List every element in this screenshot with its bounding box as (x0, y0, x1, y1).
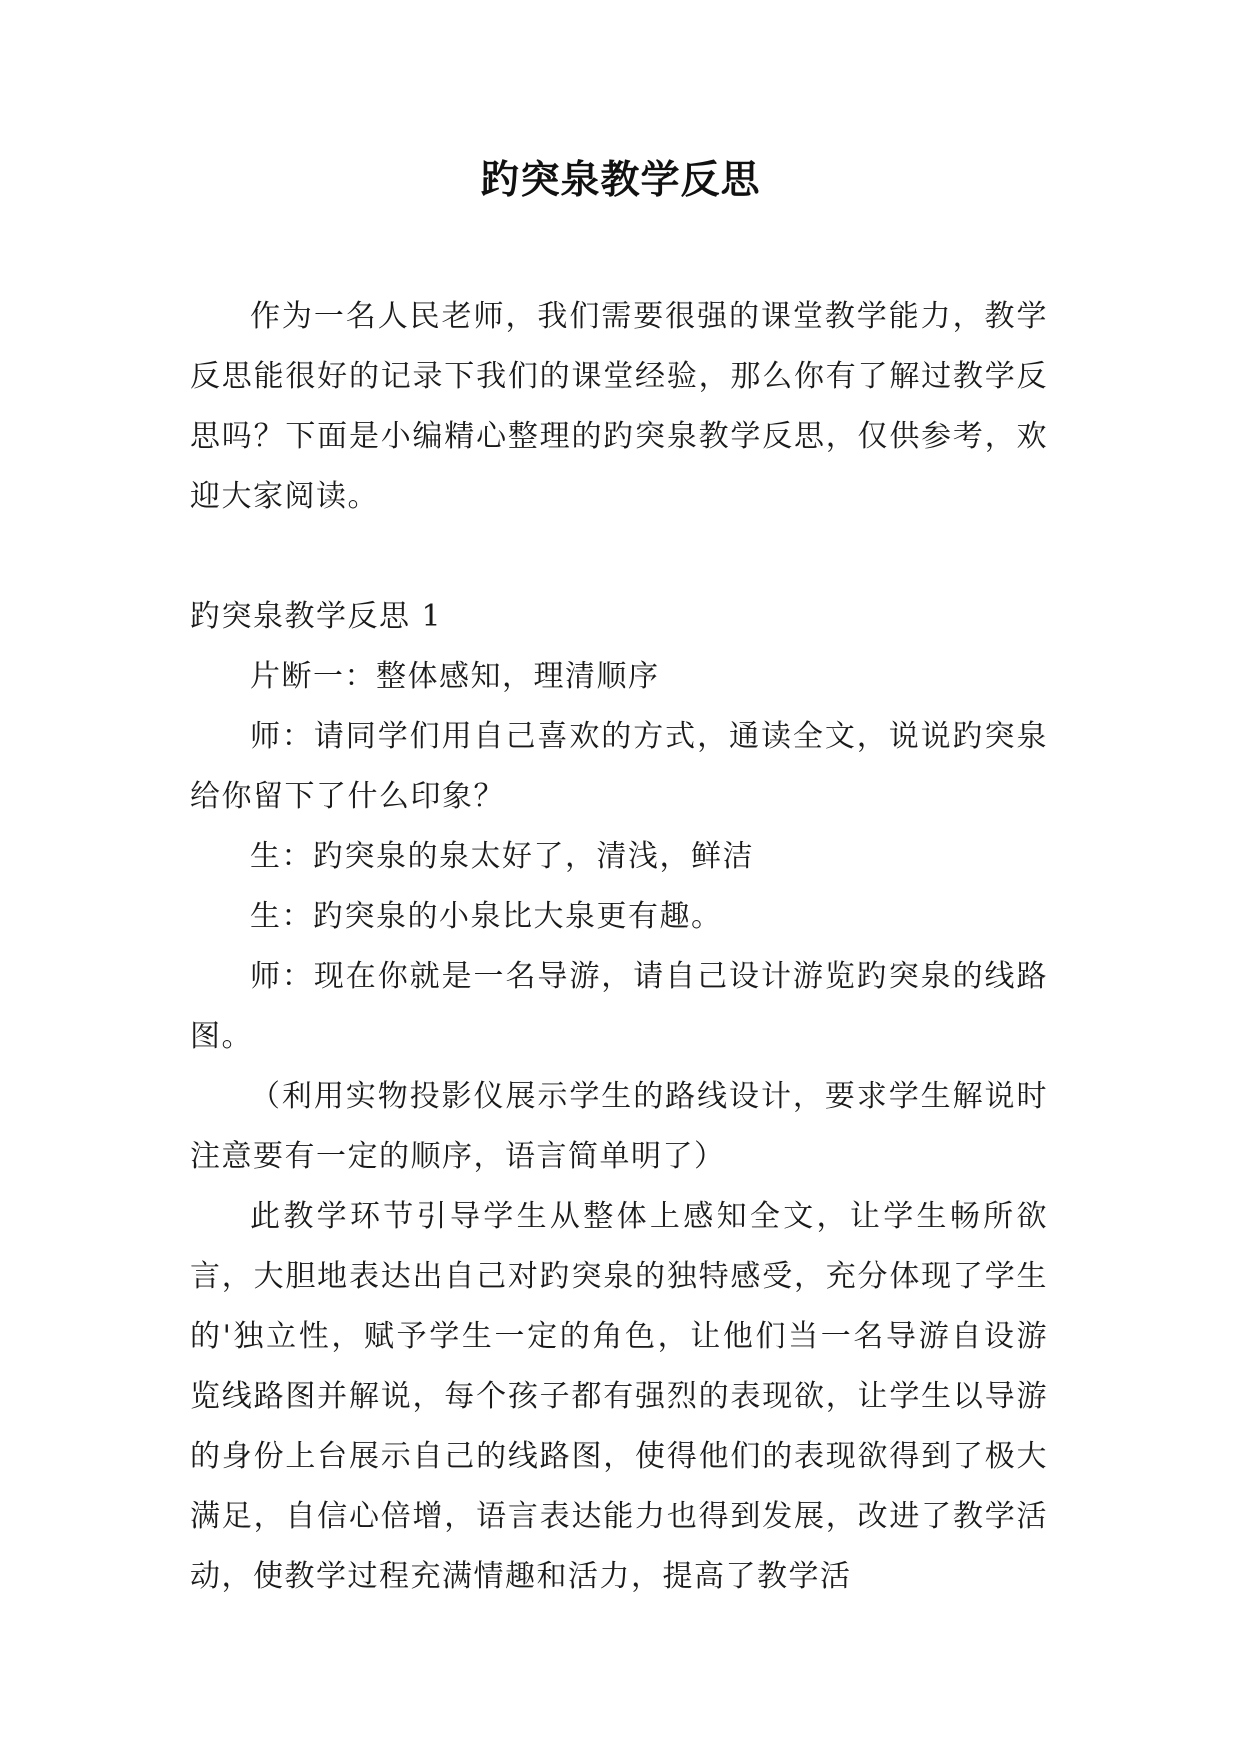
body-paragraph: 师：请同学们用自己喜欢的方式，通读全文，说说趵突泉给你留下了什么印象？ (190, 719, 1048, 814)
body-paragraph: 片断一：整体感知，理清顺序 (250, 659, 660, 694)
body-paragraph: （利用实物投影仪展示学生的路线设计，要求学生解说时注意要有一定的顺序，语言简单明了） (190, 1079, 1048, 1174)
body-paragraph: 生：趵突泉的小泉比大泉更有趣。 (250, 899, 723, 934)
document-body (190, 287, 1048, 1607)
body-paragraph: 生：趵突泉的泉太好了，清浅，鲜洁 (250, 839, 754, 874)
document-title: 趵突泉教学反思 (480, 157, 761, 203)
body-paragraph: 此教学环节引导学生从整体上感知全文，让学生畅所欲言，大胆地表达出自己对趵突泉的独特感受，充分体现了学生的'独立性，赋予学生一定的角色，让他们当一名导游自设游览线路图并解说，每个孩子都有强烈的表现欲，让学生以导游的身份上台展示自己的线路图，使得他们的表现欲得到了极大满足，自信心倍增，语言表达能力也得到发展，改进了教学活动，使教学过程充满情趣和活力，提高了教学活 (190, 1199, 1048, 1594)
body-paragraph: 师：现在你就是一名导游，请自己设计游览趵突泉的线路图。 (190, 959, 1048, 1054)
section-heading: 趵突泉教学反思 1 (190, 599, 443, 634)
intro-paragraph: 作为一名人民老师，我们需要很强的课堂教学能力，教学反思能很好的记录下我们的课堂经验，那么你有了解过教学反思吗？下面是小编精心整理的趵突泉教学反思，仅供参考，欢迎大家阅读。 (190, 299, 1048, 514)
